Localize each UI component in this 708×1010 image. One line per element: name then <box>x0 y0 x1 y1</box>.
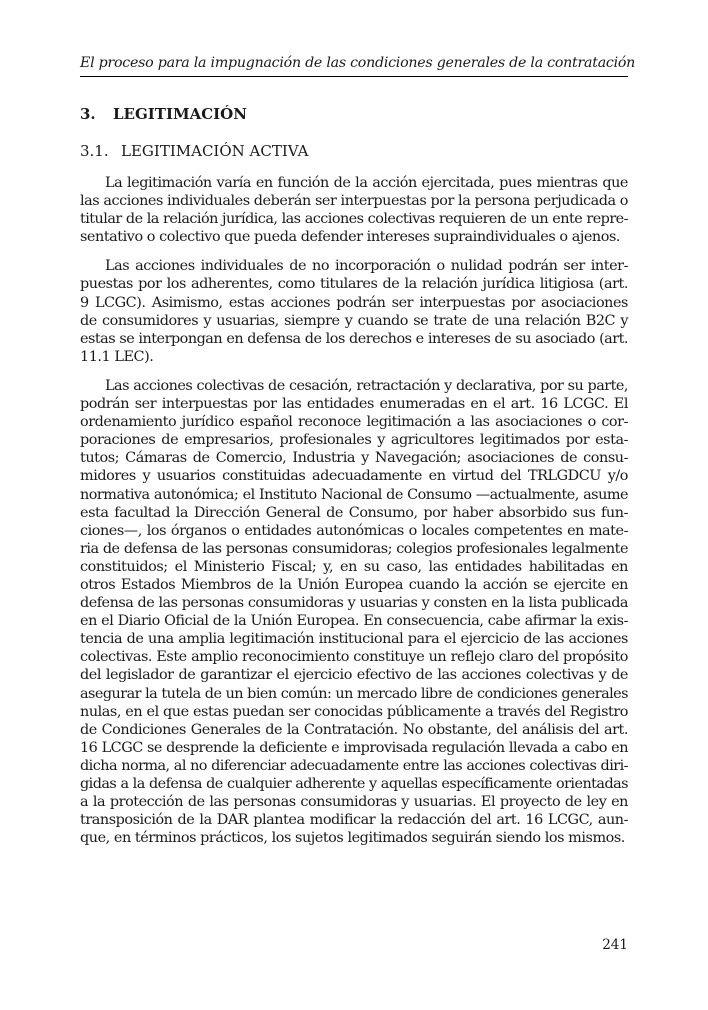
text-line: ordenamiento jurídico español reconoce legitimación a las asociaciones o cor- <box>80 414 628 431</box>
text-line: que, en términos prácticos, los sujetos legitimados seguirán siendo los mismos. <box>80 830 625 847</box>
subsection-number: 3.1. <box>80 142 109 160</box>
text-line: de Condiciones Generales de la Contratación. No obstante, del análisis del art. <box>80 721 628 738</box>
text-line: Las acciones colectivas de cesación, retractación y declarativa, por su parte, <box>105 377 628 394</box>
text-line: ria de defensa de las personas consumidoras; colegios profesionales legalmente <box>80 540 628 557</box>
text-line: asegurar la tutela de un bien común: un mercado libre de condiciones generales <box>80 685 628 702</box>
running-header: El proceso para la impugnación de las condiciones generales de la contratación <box>80 55 636 71</box>
text-line: del legislador de garantizar el ejercicio efectivo de las acciones colectivas y de <box>80 667 628 684</box>
text-line: 9 LCGC). Asimismo, estas acciones podrán ser interpuestas por asociaciones <box>80 294 628 311</box>
text-line: La legitimación varía en función de la acción ejercitada, pues mientras que <box>105 175 628 191</box>
text-line: podrán ser interpuestas por las entidades enumeradas en el art. 16 LCGC. El <box>80 396 628 413</box>
text-line: a la protección de las personas consumidoras y usuarias. El proyecto de ley en <box>80 794 628 811</box>
text-line: nulas, en el que estas puedan ser conocidas públicamente a través del Registro <box>80 703 628 720</box>
header-rule <box>80 76 628 77</box>
text-line: ciones—, los órganos o entidades autonómicas o locales competentes en mate- <box>80 522 628 539</box>
text-line: 11.1 LEC). <box>80 348 154 365</box>
text-line: estas se interpongan en defensa de los derechos e intereses de su asociado (art. <box>80 330 628 347</box>
text-line: poraciones de empresarios, profesionales y agricultores legitimados por esta- <box>80 432 628 449</box>
section-number: 3. <box>80 105 96 123</box>
text-line: en el Diario Oficial de la Unión Europea. En consecuencia, cabe afirmar la exis- <box>80 613 628 630</box>
page-number: 241 <box>602 937 628 953</box>
section-title: LEGITIMACIÓN <box>113 105 247 123</box>
text-line: otros Estados Miembros de la Unión Europea cuando la acción se ejercite en <box>80 576 628 593</box>
text-line: 16 LCGC se desprende la deficiente e improvisada regulación llevada a cabo en <box>80 739 628 756</box>
paragraph <box>80 377 628 847</box>
text-line: midores y usuarios constituidas adecuadamente en virtud del TRLGDCU y/o <box>80 468 628 485</box>
text-line: de consumidores y usuarias, siempre y cuando se trate de una relación B2C y <box>80 312 628 329</box>
text-line: colectivas. Este amplio reconocimiento constituye un reflejo claro del propósito <box>80 649 628 666</box>
text-line: sentativo o colectivo que pueda defender intereses supraindividuales o ajenos. <box>80 229 621 246</box>
text-line: Las acciones individuales de no incorporación o nulidad podrán ser inter- <box>105 258 628 275</box>
text-line: normativa autonómica; el Instituto Nacional de Consumo —actualmente, asume <box>80 486 628 503</box>
text-line: titular de la relación jurídica, las acciones colectivas requieren de un ente repre- <box>80 211 628 228</box>
text-line: esta facultad la Dirección General de Consumo, por haber absorbido sus fun- <box>80 504 628 521</box>
text-line: transposición de la DAR plantea modificar la redacción del art. 16 LCGC, aun- <box>80 812 628 829</box>
text-line: tencia de una amplia legitimación institucional para el ejercicio de las acciones <box>80 631 628 648</box>
paragraph <box>80 257 628 366</box>
section-heading <box>80 104 247 124</box>
text-line: defensa de las personas consumidoras y usuarias y consten en la lista publicada <box>80 595 628 612</box>
text-line: gidas a la defensa de cualquier adherente y aquellas específicamente orientadas <box>80 776 628 792</box>
paragraph <box>80 174 628 246</box>
subsection-heading <box>80 141 308 161</box>
text-line: constituidos; el Ministerio Fiscal; y, en su caso, las entidades habilitadas en <box>80 558 628 575</box>
body-text <box>80 174 628 858</box>
text-line: puestas por los adherentes, como titulares de la relación jurídica litigiosa (art. <box>80 276 628 293</box>
text-line: tutos; Cámaras de Comercio, Industria y Navegación; asociaciones de consu- <box>80 450 628 467</box>
text-line: dicha norma, al no diferenciar adecuadamente entre las acciones colectivas diri- <box>80 757 628 774</box>
text-line: las acciones individuales deberán ser interpuestas por la persona perjudicada o <box>80 193 628 210</box>
subsection-title: LEGITIMACIÓN ACTIVA <box>121 142 309 160</box>
